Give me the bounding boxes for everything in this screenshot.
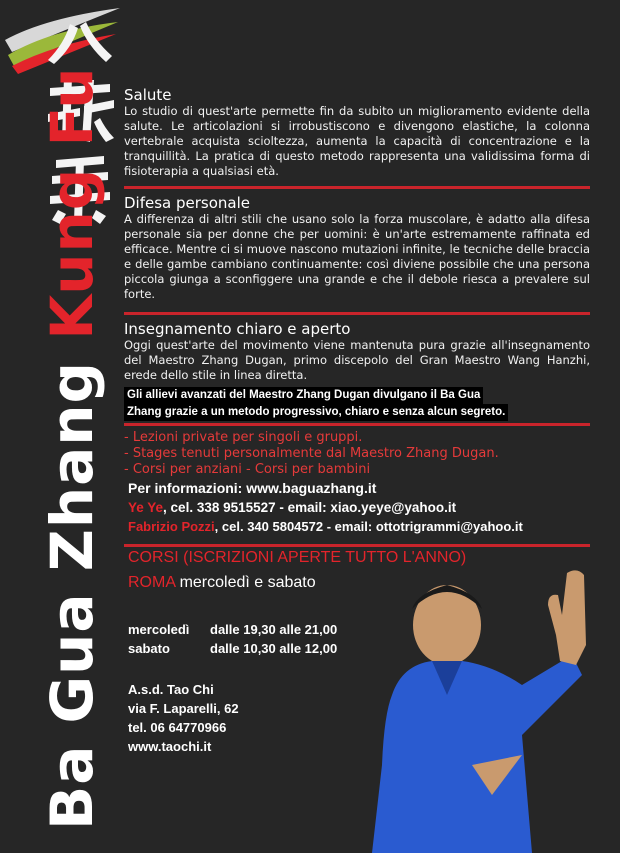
contact-ye-ye bbox=[128, 498, 456, 517]
schedule-time: dalle 10,30 alle 12,00 bbox=[210, 641, 338, 656]
roma-days bbox=[128, 574, 316, 592]
highlight-line-1: Gli allievi avanzati del Maestro Zhang Dugan divulgano il Ba Gua bbox=[124, 387, 483, 404]
contact-name: Ye Ye bbox=[128, 500, 164, 515]
section-body-difesa: A differenza di altri stili che usano solo la forza muscolare, è adatto alla difesa personale sia per donne che per uomini: è un'arte estremamente raffinata ed efficace. Mentre ci si muove nascono mutazioni infinite, le tecniche delle braccia e delle gambe cambiano continuamente: così diviene possibile che una persona piccola giunga a sconfiggere una grande e che il debole riesca a prevalere sul forte. bbox=[124, 212, 590, 301]
contact-details: , cel. 340 5804572 - email: ottotrigrammi@yahoo.it bbox=[214, 519, 523, 534]
section-title-salute: Salute bbox=[124, 86, 172, 104]
section-body-insegnamento: Oggi quest'arte del movimento viene mantenuta pura grazie all'insegnamento del Maestro Zhang Dugan, primo discepolo del Gran Maestro Wang Hanzhi, erede dello stile in linea diretta. bbox=[124, 338, 590, 382]
schedule-day: mercoledì bbox=[128, 622, 190, 637]
contact-fabrizio-pozzi bbox=[128, 517, 523, 536]
contact-details: , cel. 338 9515527 - email: xiao.yeye@yahoo.it bbox=[163, 500, 457, 515]
highlight-line-2: Zhang grazie a un metodo progressivo, chiaro e senza alcun segreto. bbox=[124, 404, 508, 421]
offer-item: - Lezioni private per singoli e gruppi. bbox=[124, 430, 363, 445]
address-line: www.taochi.it bbox=[128, 739, 212, 754]
side-title-part2: Kung Fu bbox=[38, 66, 106, 340]
offer-item: - Corsi per anziani - Corsi per bambini bbox=[124, 462, 371, 477]
divider-3 bbox=[124, 423, 590, 426]
section-body-salute: Lo studio di quest'arte permette fin da subito un miglioramento evidente della salute. Le articolazioni si irrobustiscono e divengono elastiche, la colonna vertebrale acquista scioltezza, aumenta la capacità di concentrazione e la tranquillità. La pratica di questo metodo rappresenta una validissima forma di fisioterapia a qualsiasi età. bbox=[124, 104, 590, 178]
info-website: Per informazioni: www.baguazhang.it bbox=[128, 480, 377, 496]
contact-name: Fabrizio Pozzi bbox=[128, 519, 215, 534]
offer-item: - Stages tenuti personalmente dal Maestro Zhang Dugan. bbox=[124, 446, 499, 461]
corsi-title: CORSI (ISCRIZIONI APERTE TUTTO L'ANNO) bbox=[128, 549, 467, 566]
address-line: tel. 06 64770966 bbox=[128, 720, 227, 735]
master-photo bbox=[372, 565, 612, 853]
city-label: ROMA bbox=[128, 574, 176, 591]
section-title-difesa: Difesa personale bbox=[124, 194, 251, 212]
address-line: via F. Laparelli, 62 bbox=[128, 701, 239, 716]
side-title-part1: Ba Gua Zhang bbox=[38, 339, 106, 830]
schedule-day: sabato bbox=[128, 641, 170, 656]
divider-2 bbox=[124, 312, 590, 315]
divider-4 bbox=[124, 544, 590, 547]
divider-1 bbox=[124, 186, 590, 189]
section-title-insegnamento: Insegnamento chiaro e aperto bbox=[124, 320, 351, 338]
days-label: mercoledì e sabato bbox=[175, 574, 316, 591]
address-line: A.s.d. Tao Chi bbox=[128, 682, 214, 697]
schedule-time: dalle 19,30 alle 21,00 bbox=[210, 622, 338, 637]
side-title bbox=[38, 66, 106, 830]
